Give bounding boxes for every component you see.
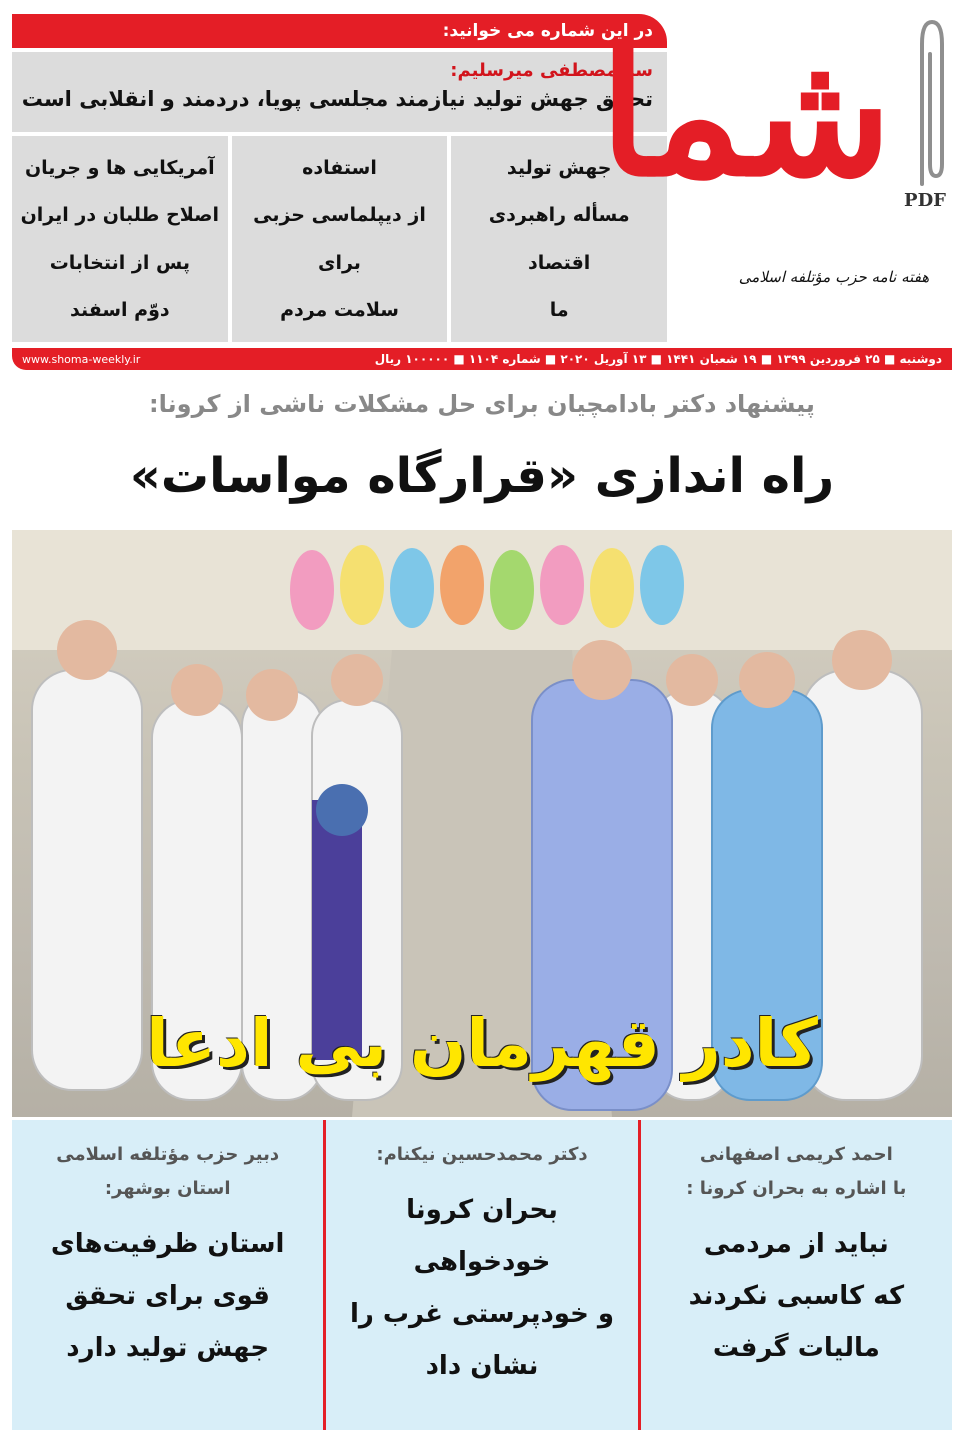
bottom-column[interactable]: [641, 1120, 952, 1430]
teaser-line: ما: [549, 299, 569, 322]
pdf-label[interactable]: PDF: [904, 190, 946, 211]
masthead-logo[interactable]: شما: [599, 15, 892, 215]
paperclip-icon[interactable]: [910, 14, 950, 194]
column-headline: [689, 1218, 905, 1374]
lead-teaser[interactable]: [12, 52, 667, 132]
bottom-teasers: [12, 1120, 952, 1430]
teaser-line: دوّم اسفند: [69, 299, 170, 322]
column-headline-line: قوی برای تحقق: [65, 1281, 270, 1311]
column-intro: با اشاره به بحران کرونا :: [686, 1178, 907, 1199]
column-headline-line: نشان داد: [425, 1351, 539, 1381]
issue-date: دوشنبه ■ ۲۵ فروردین ۱۳۹۹ ■ ۱۹ شعبان ۱۴۴۱ ■ ۱۳ آوریل ۲۰۲۰ ■ شماره ۱۱۰۴ ■ ۱۰۰۰۰۰ ریال: [374, 352, 942, 366]
column-headline-line: استان ظرفیت‌های: [50, 1229, 285, 1259]
column-headline-line: نباید از مردمی: [703, 1229, 889, 1259]
teaser-line: برای: [318, 251, 361, 274]
column-headline-line: و خودپرستی غرب را: [349, 1299, 615, 1329]
column-headline-line: خودخواهی: [413, 1247, 551, 1277]
column-intro: دبیر حزب مؤتلفه اسلامی: [56, 1144, 280, 1165]
column-intro: احمد کریمی اصفهانی: [699, 1144, 893, 1165]
issue-info-bar: [12, 348, 952, 370]
photo-caption: کادر قهرمان بی ادعا: [146, 1005, 818, 1082]
teaser-line: جهش تولید: [506, 156, 612, 179]
column-headline: [350, 1184, 614, 1392]
column-headline-line: جهش تولید دارد: [66, 1333, 270, 1363]
lead-teaser-title: تحقق جهش تولید نیازمند مجلسی پویا، دردمند و انقلابی است: [21, 87, 653, 111]
bottom-column[interactable]: [326, 1120, 640, 1430]
lead-teaser-name: سیدمصطفی میرسلیم:: [450, 60, 653, 81]
column-headline-line: مالیات گرفت: [712, 1333, 880, 1363]
column-headline: [51, 1218, 285, 1374]
story-kicker: پیشنهاد دکتر بادامچیان برای حل مشکلات ناشی از کرونا:: [149, 390, 815, 418]
teaser-line: اقتصاد: [528, 251, 591, 274]
teaser-line: از دیپلماسی حزبی: [253, 204, 426, 227]
teaser-box[interactable]: [232, 136, 448, 342]
teaser-box[interactable]: [12, 136, 228, 342]
toc-banner: در این شماره می خوانید:: [12, 14, 667, 48]
teaser-line: سلامت مردم: [280, 299, 399, 322]
website-link[interactable]: www.shoma-weekly.ir: [22, 352, 141, 366]
bottom-column[interactable]: [12, 1120, 326, 1430]
column-headline-line: بحران کرونا: [406, 1195, 558, 1225]
column-intro: دکتر محمدحسین نیکنام:: [376, 1144, 588, 1165]
story-headline[interactable]: راه اندازی «قرارگاه مواسات»: [129, 448, 835, 504]
column-intro: استان بوشهر:: [104, 1178, 231, 1199]
masthead-subtitle: هفته نامه حزب مؤتلفه اسلامی: [738, 268, 930, 286]
teaser-line: پس از انتخابات: [49, 251, 190, 274]
teaser-line: استفاده: [302, 156, 377, 179]
teaser-line: اصلاح طلبان در ایران: [20, 204, 220, 227]
teaser-line: مسأله راهبردی: [488, 204, 630, 227]
toc-teasers: [12, 136, 667, 342]
column-headline-line: که کاسبی نکردند: [688, 1281, 905, 1311]
teaser-line: آمریکایی ها و جریان: [24, 156, 215, 179]
